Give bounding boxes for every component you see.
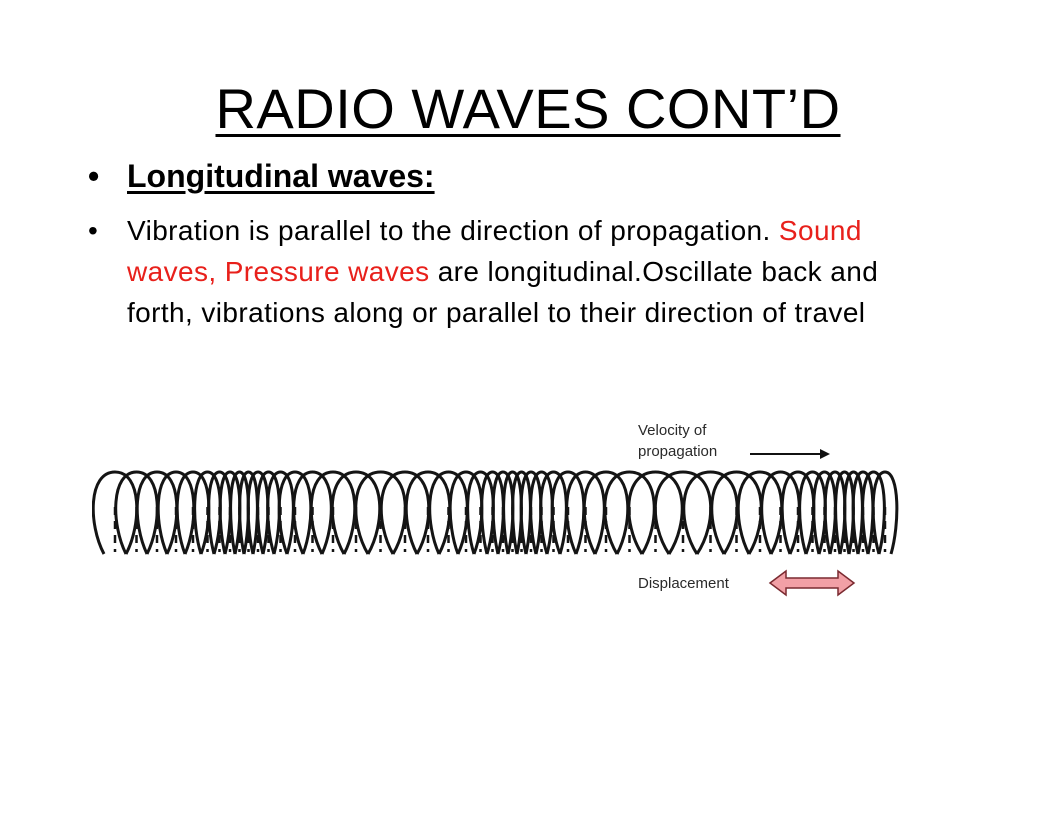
- bullet-body-item: [88, 210, 938, 333]
- velocity-label-line1: Velocity of: [638, 422, 707, 439]
- body-text-segment: Vibration is parallel to the direction of propagation.: [127, 215, 779, 246]
- slide-title: RADIO WAVES CONT’D: [215, 77, 841, 140]
- bullet-body-text: [127, 215, 878, 328]
- bullet-heading-text: Longitudinal waves:: [127, 158, 435, 194]
- spring-coil-diagram: [92, 412, 942, 602]
- body-text-highlight: Sound waves, Pressure waves: [127, 215, 862, 287]
- bullet-glyph: •: [88, 215, 99, 246]
- body-text-segment: are longitudinal.Oscillate back and forth, vibrations along or parallel to their direction of travel: [127, 256, 879, 328]
- longitudinal-wave-figure: [92, 412, 942, 602]
- bullet-list: [88, 156, 938, 333]
- velocity-label-line2: propagation: [638, 443, 718, 460]
- velocity-arrow-icon: [750, 449, 830, 459]
- spring-coil: [93, 472, 897, 554]
- displacement-label: Displacement: [638, 575, 729, 592]
- bullet-heading-item: [88, 156, 938, 196]
- bullet-glyph: •: [88, 158, 100, 194]
- double-arrow-icon: [770, 571, 854, 595]
